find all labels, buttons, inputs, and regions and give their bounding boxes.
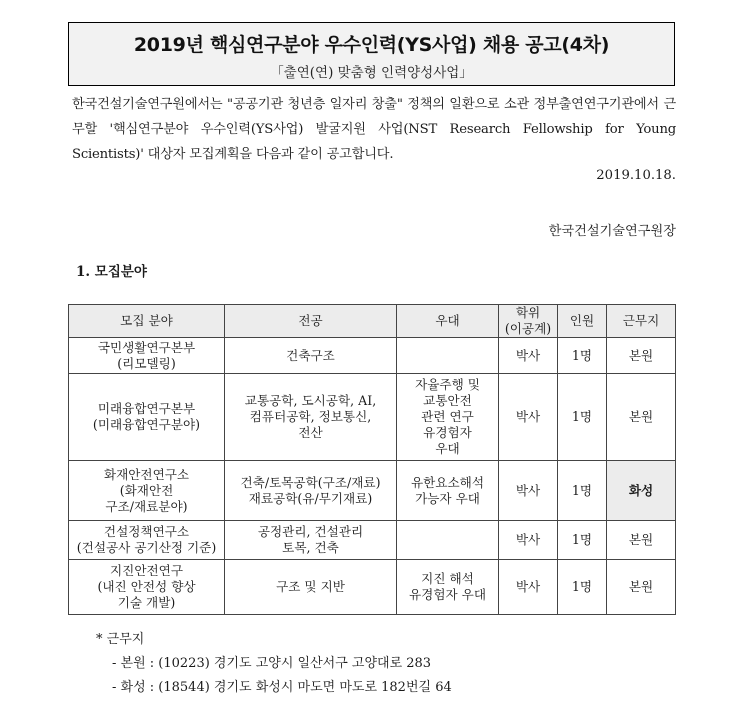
cell-preference: 유한요소해석 가능자 우대	[397, 461, 499, 521]
notice-date: 2019.10.18.	[596, 168, 676, 183]
notice-title: 2019년 핵심연구분야 우수인력(YS사업) 채용 공고(4차)	[133, 34, 610, 56]
intro-paragraph: 한국건설기술연구원에서는 "공공기관 청년층 일자리 창출" 정책의 일환으로 소관 정부출연연구기관에서 근무할 '핵심연구분야 우수인력(YS사업) 발굴지원 사업(NST Research Fellowship for Young Scientists)' 대상자 모집계획을 다음과 같이 공고합니다.	[72, 97, 676, 162]
note-item-main-office: - 본원 : (10223) 경기도 고양시 일산서구 고양대로 283	[112, 656, 432, 671]
cell-workplace: 본원	[607, 521, 676, 560]
header-major: 전공	[225, 305, 397, 338]
cell-workplace: 본원	[607, 374, 676, 461]
cell-preference	[397, 338, 499, 374]
table-row	[69, 461, 676, 521]
table-row	[69, 560, 676, 615]
cell-count: 1명	[558, 338, 607, 374]
table-row	[69, 338, 676, 374]
table-row	[69, 374, 676, 461]
table-header-row	[69, 305, 676, 338]
section-title-recruitment-fields: 1. 모집분야	[76, 264, 147, 280]
cell-major: 공정관리, 건설관리 토목, 건축	[225, 521, 397, 560]
cell-major: 건축/토목공학(구조/재료) 재료공학(유/무기재료)	[225, 461, 397, 521]
workplace-notes	[96, 628, 452, 700]
cell-preference: 자율주행 및 교통안전 관련 연구 유경험자 우대	[397, 374, 499, 461]
cell-preference: 지진 해석 유경험자 우대	[397, 560, 499, 615]
cell-degree: 박사	[499, 338, 558, 374]
cell-count: 1명	[558, 374, 607, 461]
cell-workplace: 본원	[607, 338, 676, 374]
cell-preference	[397, 521, 499, 560]
header-degree: 학위 (이공계)	[499, 305, 558, 338]
notice-subtitle: 「출연(연) 맞춤형 인력양성사업」	[270, 65, 473, 81]
notice-title-box	[68, 22, 675, 86]
header-dept: 모집 분야	[69, 305, 225, 338]
cell-count: 1명	[558, 521, 607, 560]
cell-dept: 미래융합연구본부 (미래융합연구분야)	[69, 374, 225, 461]
cell-dept: 화재안전연구소 (화재안전 구조/재료분야)	[69, 461, 225, 521]
cell-degree: 박사	[499, 560, 558, 615]
header-preference: 우대	[397, 305, 499, 338]
cell-workplace: 본원	[607, 560, 676, 615]
cell-degree: 박사	[499, 374, 558, 461]
cell-workplace: 화성	[607, 461, 676, 521]
cell-degree: 박사	[499, 521, 558, 560]
cell-count: 1명	[558, 461, 607, 521]
notice-issuer: 한국건설기술연구원장	[548, 224, 676, 239]
header-workplace: 근무지	[607, 305, 676, 338]
cell-major: 건축구조	[225, 338, 397, 374]
notes-title: * 근무지	[96, 632, 145, 647]
cell-major: 구조 및 지반	[225, 560, 397, 615]
table-row	[69, 521, 676, 560]
header-count: 인원	[558, 305, 607, 338]
cell-dept: 건설정책연구소 (건설공사 공기산정 기준)	[69, 521, 225, 560]
cell-dept: 지진안전연구 (내진 안전성 향상 기술 개발)	[69, 560, 225, 615]
cell-dept: 국민생활연구본부 (리모델링)	[69, 338, 225, 374]
recruitment-table	[68, 304, 676, 615]
cell-major: 교통공학, 도시공학, AI, 컴퓨터공학, 정보통신, 전산	[225, 374, 397, 461]
note-item-hwaseong-office: - 화성 : (18544) 경기도 화성시 마도면 마도로 182번길 64	[112, 680, 452, 695]
cell-degree: 박사	[499, 461, 558, 521]
cell-count: 1명	[558, 560, 607, 615]
